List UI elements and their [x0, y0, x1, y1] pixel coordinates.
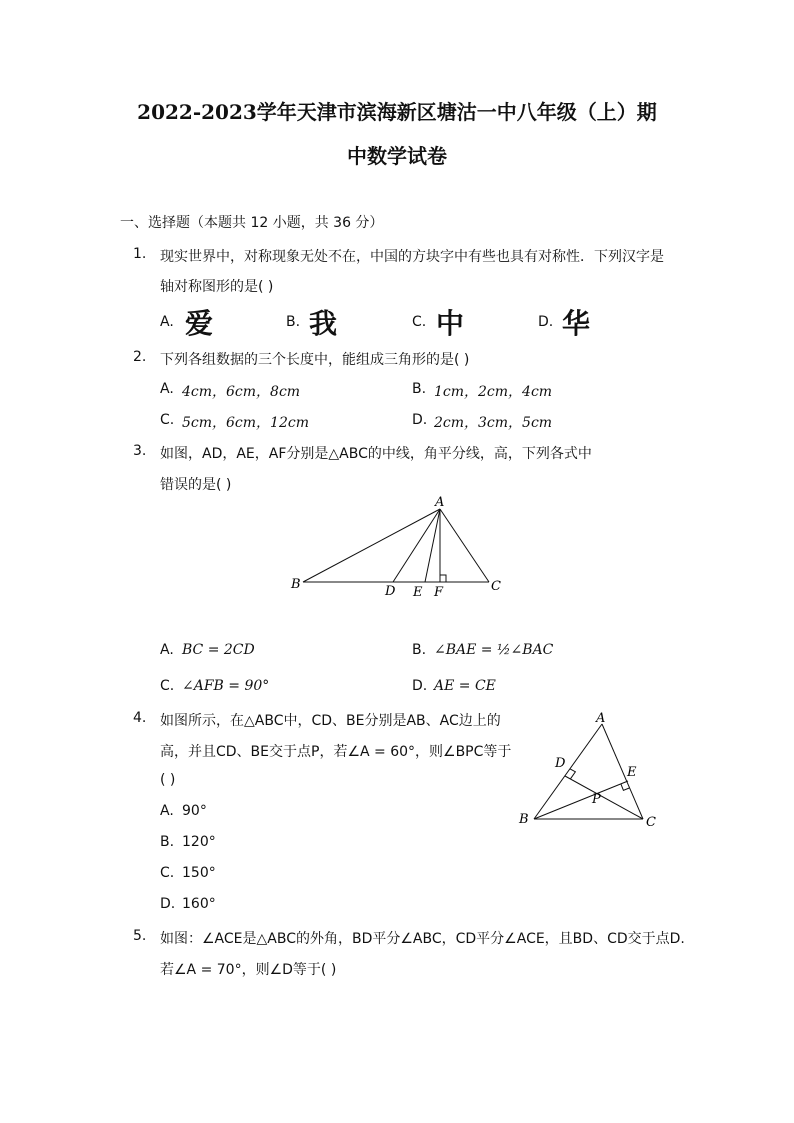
q2-stem: 下列各组数据的三个长度中，能组成三角形的是( ) — [160, 352, 470, 368]
q3-label-d: D — [385, 584, 396, 599]
q4-stem-line2: 高，并且CD、BE交于点P，若∠A = 60°，则∠BPC等于 — [160, 744, 512, 760]
q4-label-b: B — [519, 812, 529, 827]
q3-option-a-text: BC = 2CD — [182, 642, 255, 658]
q3-label-f: F — [434, 585, 444, 600]
q5-number: 5. — [133, 928, 147, 944]
q4-label-e: E — [627, 765, 637, 780]
q3-option-b-label: B. — [412, 642, 427, 658]
q4-label-p: P — [592, 792, 601, 807]
q3-option-c-label: C. — [160, 678, 175, 694]
q2-option-c-text: 5cm，6cm，12cm — [182, 415, 309, 431]
q3-label-c: C — [491, 579, 501, 594]
q1-option-d-label: D. — [538, 314, 554, 330]
document-title-line1: 2022-2023学年天津市滨海新区塘沽一中八年级（上）期 — [137, 100, 657, 124]
q5-stem-line2: 若∠A = 70°，则∠D等于( ) — [160, 962, 337, 978]
q4-option-b-label: B. — [160, 834, 175, 850]
q1-option-c-char: 中 — [436, 307, 465, 340]
q1-stem-line1: 现实世界中，对称现象无处不在，中国的方块字中有些也具有对称性．下列汉字是 — [160, 249, 664, 265]
q3-label-b: B — [291, 577, 301, 592]
q2-option-a-label: A. — [160, 381, 174, 397]
document-title-line2: 中数学试卷 — [347, 144, 447, 168]
q1-option-a-label: A. — [160, 314, 174, 330]
q4-option-a-label: A. — [160, 803, 174, 819]
q3-triangle-figure — [285, 492, 515, 602]
q4-triangle-figure — [512, 708, 672, 833]
q4-option-c-text: 150° — [182, 865, 216, 881]
q1-option-c-label: C. — [412, 314, 427, 330]
q4-option-c-label: C. — [160, 865, 175, 881]
q1-option-d-char: 华 — [562, 307, 591, 340]
q2-number: 2. — [133, 349, 147, 365]
q3-option-c-text: ∠AFB = 90° — [182, 678, 270, 694]
q4-label-c: C — [646, 815, 656, 830]
q3-stem-line2: 错误的是( ) — [160, 477, 232, 493]
q4-number: 4. — [133, 710, 147, 726]
q4-option-a-text: 90° — [182, 803, 207, 819]
q3-stem-line1: 如图，AD，AE，AF分别是△ABC的中线，角平分线，高，下列各式中 — [160, 446, 592, 462]
q4-label-d: D — [555, 756, 566, 771]
q1-option-a-char: 爱 — [185, 307, 214, 340]
q3-label-e: E — [413, 585, 423, 600]
q1-number: 1. — [133, 246, 147, 262]
q2-option-c-label: C. — [160, 412, 175, 428]
q4-stem-line1: 如图所示，在△ABC中，CD、BE分别是AB、AC边上的 — [160, 713, 501, 729]
q2-option-d-label: D. — [412, 412, 428, 428]
q4-label-a: A — [596, 711, 606, 726]
q4-option-b-text: 120° — [182, 834, 216, 850]
q3-option-b-text: ∠BAE = ½∠BAC — [434, 642, 554, 658]
q1-option-b-char: 我 — [309, 307, 338, 340]
q4-option-d-label: D. — [160, 896, 176, 912]
q3-option-a-label: A. — [160, 642, 174, 658]
q2-option-b-label: B. — [412, 381, 427, 397]
section-heading: 一、选择题（本题共 12 小题，共 36 分） — [120, 215, 384, 231]
q3-label-a: A — [435, 495, 445, 510]
q3-option-d-text: AE = CE — [434, 678, 496, 694]
q1-option-b-label: B. — [286, 314, 301, 330]
q2-option-a-text: 4cm，6cm，8cm — [182, 384, 301, 400]
q2-option-b-text: 1cm，2cm，4cm — [434, 384, 553, 400]
q3-option-d-label: D. — [412, 678, 428, 694]
q2-option-d-text: 2cm，3cm，5cm — [434, 415, 553, 431]
q1-stem-line2: 轴对称图形的是( ) — [160, 279, 274, 295]
q4-stem-line3: ( ) — [160, 772, 176, 788]
q3-number: 3. — [133, 443, 147, 459]
q4-option-d-text: 160° — [182, 896, 216, 912]
q5-stem-line1: 如图：∠ACE是△ABC的外角，BD平分∠ABC，CD平分∠ACE，且BD、CD交于点D. — [160, 931, 685, 947]
